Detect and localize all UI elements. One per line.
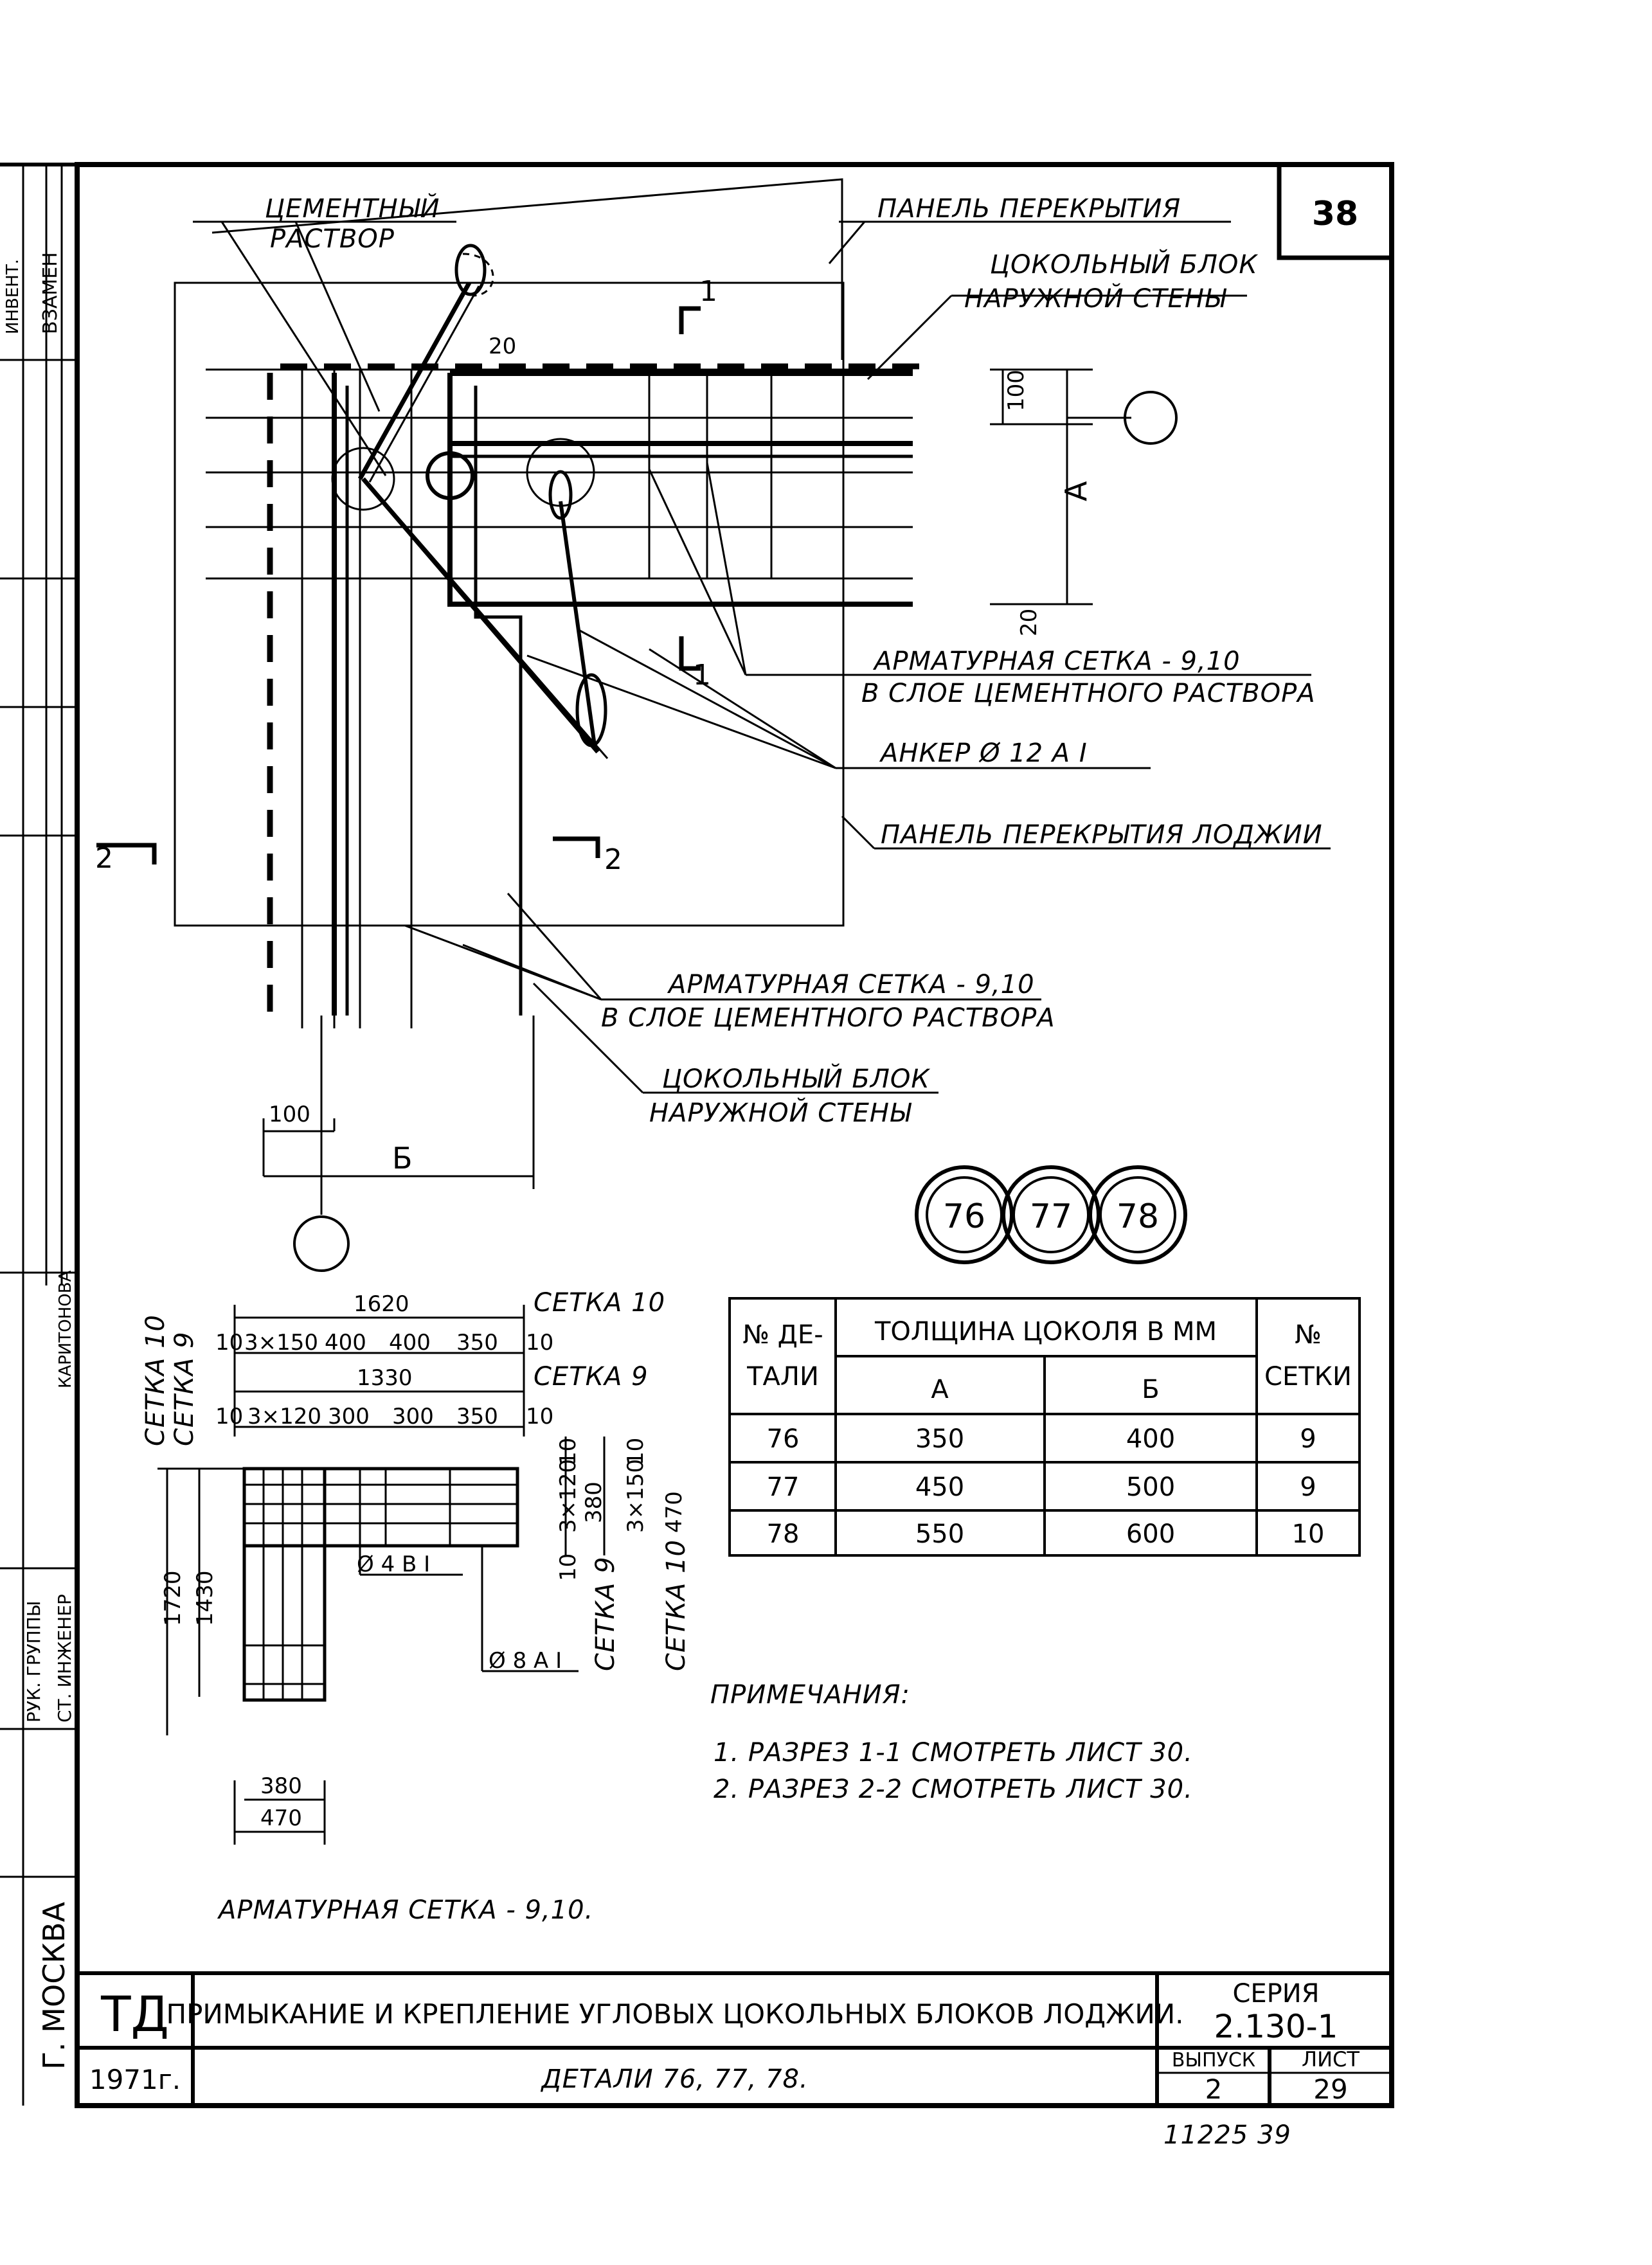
section-2-left: 2: [95, 842, 113, 875]
label-anchor: АНКЕР Ø 12 А I: [881, 739, 1088, 768]
notes-item-1: 1. РАЗРЕЗ 1-1 СМОТРЕТЬ ЛИСТ 30.: [714, 1738, 1193, 1768]
mesh-bottom-dim-380: 380: [260, 1773, 302, 1799]
table-row-2-a: 550: [915, 1519, 965, 1549]
mesh-right-10-p2: 470: [661, 1491, 687, 1533]
mesh-setka9-p0: 10: [215, 1404, 244, 1429]
title-year: 1971г.: [89, 2064, 181, 2095]
table-row-2-b: 600: [1126, 1519, 1176, 1549]
mesh-left-label-10: СЕТКА 10: [141, 1314, 170, 1446]
footer-code: 11225 39: [1163, 2120, 1291, 2150]
label-mesh-top-2: В СЛОЕ ЦЕМЕНТНОГО РАСТВОРА: [861, 679, 1316, 708]
mesh-left-dim-1430: 1430: [192, 1570, 218, 1626]
table-head-mesh-1: №: [1295, 1320, 1322, 1350]
table-head-a: А: [931, 1375, 949, 1404]
table-row-1-a: 450: [915, 1473, 965, 1502]
label-plinth-block-bottom-1: ЦОКОЛЬНЫЙ БЛОК: [662, 1064, 930, 1094]
title-main: ПРИМЫКАНИЕ И КРЕПЛЕНИЕ УГЛОВЫХ ЦОКОЛЬНЫХ БЛОКОВ ЛОДЖИИ.: [166, 1998, 1184, 2030]
section-2-right: 2: [604, 843, 622, 876]
side-stamp-name: КАРИТОНОВА: [56, 1270, 75, 1388]
mesh-right-label-10: СЕТКА 10: [661, 1539, 691, 1671]
grid-axis-marker-bottom: [294, 1217, 348, 1271]
title-issue-label: ВЫПУСК: [1171, 2049, 1256, 2072]
mesh-setka10-p2: 400: [325, 1330, 366, 1356]
mesh-right-label-9: СЕТКА 9: [591, 1556, 620, 1671]
label-mesh-bottom-1: АРМАТУРНАЯ СЕТКА - 9,10: [669, 970, 1035, 999]
title-issue: 2: [1205, 2073, 1223, 2105]
dim-100-bottom: 100: [269, 1102, 310, 1127]
anchor-rod-1: [360, 283, 469, 479]
mesh-setka10-p1: 3×150: [244, 1330, 319, 1356]
mesh-right-9-p3: 10: [555, 1553, 581, 1581]
mesh-setka10-p4: 350: [456, 1330, 498, 1356]
sheet-number: 38: [1311, 195, 1359, 233]
label-cement-mortar-1: ЦЕМЕНТНЫЙ: [265, 194, 440, 224]
table-row-0-b: 400: [1126, 1424, 1176, 1454]
label-floor-panel: ПАНЕЛЬ ПЕРЕКРЫТИЯ: [877, 194, 1181, 224]
grid-axis-marker-right: [1125, 392, 1176, 443]
table-head-thickness: ТОЛЩИНА ЦОКОЛЯ В ММ: [874, 1317, 1217, 1347]
table-head-b: Б: [1142, 1375, 1160, 1404]
mesh-outline: [244, 1469, 517, 1546]
side-stamp-city: Г. МОСКВА: [37, 1902, 71, 2070]
dim-a: А: [1059, 481, 1093, 501]
table-row-2-detail: 78: [766, 1519, 800, 1549]
detail-badge-77: 77: [1029, 1197, 1073, 1236]
table-row-0-mesh: 9: [1300, 1424, 1316, 1454]
section-1-top: 1: [699, 275, 717, 308]
notes-item-2: 2. РАЗРЕЗ 2-2 СМОТРЕТЬ ЛИСТ 30.: [714, 1775, 1193, 1804]
mesh-setka9-p1: 3×120: [247, 1404, 322, 1429]
table-row-0-a: 350: [915, 1424, 965, 1454]
mesh-right-9-p1: 3×120: [555, 1458, 581, 1533]
label-mesh-top-1: АРМАТУРНАЯ СЕТКА - 9,10: [874, 647, 1241, 676]
mesh-caption: АРМАТУРНАЯ СЕТКА - 9,10.: [219, 1895, 594, 1925]
detail-badge-76: 76: [942, 1197, 986, 1236]
mesh-setka10-p5: 10: [526, 1330, 554, 1356]
side-stamp-role-1: РУК. ГРУППЫ: [23, 1600, 44, 1723]
mesh-setka10-p0: 10: [215, 1330, 244, 1356]
mesh-setka9-p2: 300: [328, 1404, 370, 1429]
label-plinth-block-top-1: ЦОКОЛЬНЫЙ БЛОК: [990, 250, 1258, 280]
section-1-bottom: 1: [693, 659, 711, 692]
dim-b: Б: [392, 1141, 413, 1176]
table-row-1-detail: 77: [766, 1473, 800, 1502]
mesh-setka9-p4: 350: [456, 1404, 498, 1429]
table-head-mesh-2: СЕТКИ: [1264, 1362, 1352, 1392]
mesh-left-dim-1720: 1720: [160, 1570, 186, 1626]
label-loggia-panel: ПАНЕЛЬ ПЕРЕКРЫТИЯ ЛОДЖИИ: [881, 820, 1323, 850]
table-row-1-b: 500: [1126, 1473, 1176, 1502]
mesh-setka9-total: 1330: [357, 1365, 413, 1391]
detail-badge-78: 78: [1116, 1197, 1160, 1236]
mesh-setka9-p3: 300: [392, 1404, 434, 1429]
title-series-label: СЕРИЯ: [1232, 1979, 1320, 2009]
title-org: ТД: [101, 1985, 169, 2043]
table-row-0-detail: 76: [766, 1424, 800, 1454]
mesh-right-9-p2: 380: [581, 1482, 607, 1523]
mesh-setka9-p5: 10: [526, 1404, 554, 1429]
notes-title: ПРИМЕЧАНИЯ:: [710, 1680, 910, 1710]
side-stamp-top: ВЗАМЕН: [39, 252, 62, 334]
mesh-setka10-total: 1620: [354, 1291, 409, 1317]
mesh-right-9-p0: 10: [555, 1437, 581, 1465]
mesh-bar-small: Ø 4 В I: [357, 1552, 431, 1577]
mesh-right-10-p0: 10: [623, 1437, 649, 1465]
table-head-detail-2: ТАЛИ: [747, 1362, 819, 1392]
mesh-setka9-label: СЕТКА 9: [534, 1362, 649, 1392]
mesh-setka10-p3: 400: [389, 1330, 431, 1356]
table-row-2-mesh: 10: [1291, 1519, 1325, 1549]
label-plinth-block-bottom-2: НАРУЖНОЙ СТЕНЫ: [649, 1098, 911, 1128]
side-stamp: [0, 165, 77, 2106]
title-series: 2.130-1: [1214, 2008, 1338, 2045]
mesh-setka10-label: СЕТКА 10: [534, 1288, 666, 1318]
title-sheet: 29: [1313, 2073, 1348, 2105]
mesh-right-10-p1: 3×150: [623, 1458, 649, 1533]
table-row-1-mesh: 9: [1300, 1473, 1316, 1502]
side-stamp-role-2: СТ. ИНЖЕНЕР: [54, 1594, 75, 1723]
dim-100-right: 100: [1003, 370, 1029, 411]
mesh-bar-large: Ø 8 А I: [489, 1648, 562, 1674]
dim-20-top: 20: [489, 334, 517, 359]
mesh-bottom-dim-470: 470: [260, 1805, 302, 1831]
dim-20-mid: 20: [1016, 608, 1042, 636]
label-mesh-bottom-2: В СЛОЕ ЦЕМЕНТНОГО РАСТВОРА: [601, 1003, 1055, 1033]
mesh-left-label-9: СЕТКА 9: [170, 1331, 199, 1446]
table-head-detail-1: № ДЕ-: [742, 1320, 823, 1350]
label-cement-mortar-2: РАСТВОР: [270, 224, 395, 254]
label-plinth-block-top-2: НАРУЖНОЙ СТЕНЫ: [964, 284, 1226, 314]
sheet-number-box: [1279, 165, 1392, 258]
side-stamp-inv: ИНВЕНТ.: [3, 259, 22, 334]
title-sub: ДЕТАЛИ 76, 77, 78.: [541, 2064, 809, 2094]
title-sheet-label: ЛИСТ: [1302, 2047, 1360, 2072]
